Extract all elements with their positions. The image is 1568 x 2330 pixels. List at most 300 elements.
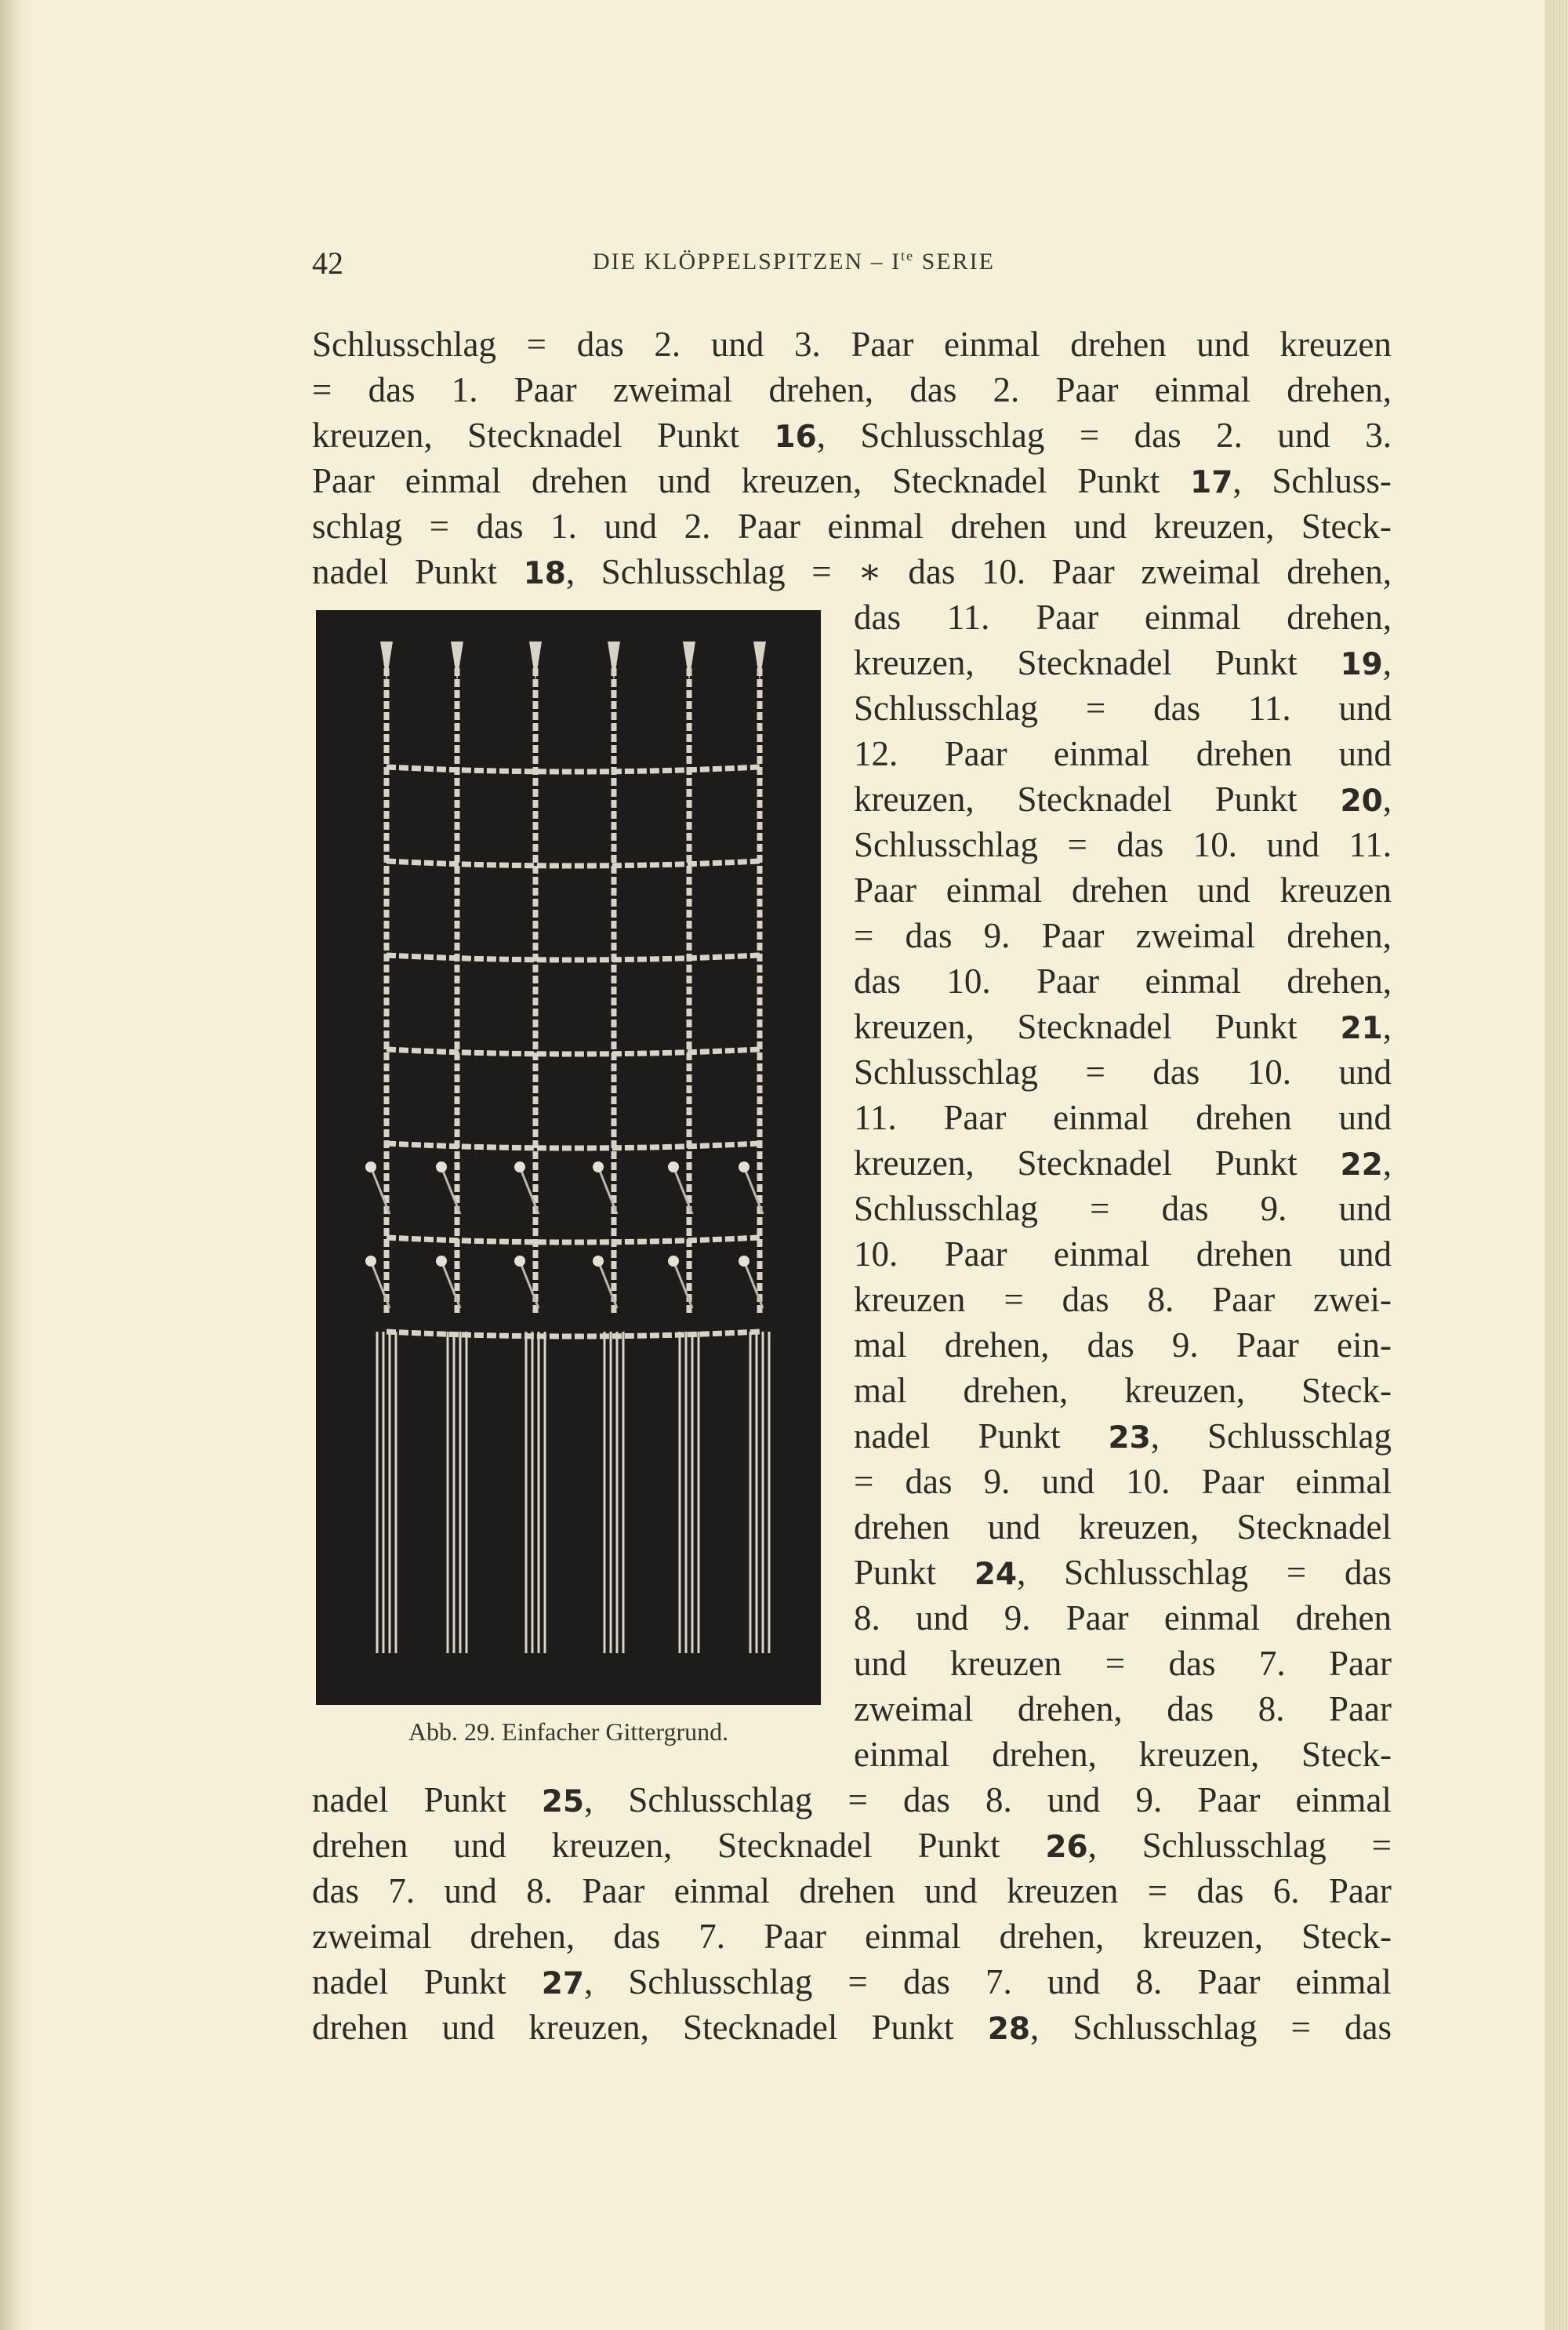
word: mal <box>854 1325 907 1365</box>
text-line <box>854 1413 1392 1459</box>
text-line <box>854 1595 1392 1641</box>
word: und <box>1338 689 1392 728</box>
word: zweimal <box>854 1689 974 1728</box>
word: = <box>1290 2008 1311 2047</box>
word: = <box>811 552 832 591</box>
text-line <box>854 594 1392 640</box>
word: Stecknadel <box>1017 1143 1172 1183</box>
text-line <box>312 1914 1392 1959</box>
word: = <box>1286 1553 1307 1592</box>
word: Punkt <box>978 1416 1061 1456</box>
word: und <box>1073 507 1127 546</box>
word: = <box>1090 1189 1110 1228</box>
word: und <box>1338 1052 1392 1092</box>
text-line <box>854 776 1392 822</box>
word: drehen, <box>1287 370 1392 409</box>
word: = <box>429 507 449 546</box>
word: = <box>1105 1644 1126 1683</box>
word: drehen, <box>1287 961 1392 1001</box>
word: Paar <box>1212 1280 1276 1319</box>
body-text-bottom <box>312 1777 1392 2050</box>
word: 17, <box>1190 461 1242 500</box>
text-line <box>854 958 1392 1004</box>
word: Stecknadel <box>1017 1007 1172 1046</box>
word: drehen, <box>999 1917 1105 1956</box>
text-line <box>854 1322 1392 1368</box>
word: Steck- <box>1301 1917 1392 1956</box>
word: zweimal <box>1135 916 1256 955</box>
word: kreuzen, <box>1153 507 1275 546</box>
word: das <box>1116 825 1164 864</box>
text-line <box>854 1095 1392 1140</box>
word: Schlusschlag <box>628 1780 813 1819</box>
word: das <box>905 916 953 955</box>
word: Paar <box>944 1234 1007 1274</box>
word: Stecknadel <box>717 1826 873 1865</box>
twisted-thread-horizontal <box>387 1238 760 1242</box>
word: 8. <box>1135 1962 1163 2001</box>
word: und <box>1041 1462 1094 1501</box>
text-line <box>854 1550 1392 1595</box>
word: Schlusschlag <box>628 1962 813 2001</box>
word: das <box>854 598 901 637</box>
word: und <box>1338 1189 1392 1228</box>
word: einmal <box>1154 370 1251 409</box>
word: Paar <box>764 1917 827 1956</box>
pin-head <box>593 1161 604 1172</box>
word: Stecknadel <box>1017 643 1172 682</box>
word: drehen <box>1196 1234 1293 1274</box>
word: drehen <box>799 1871 895 1910</box>
word: 7. <box>699 1917 726 1956</box>
word: Schluss- <box>1272 461 1392 500</box>
word: Paar <box>514 370 577 409</box>
word: Paar <box>1201 1462 1265 1501</box>
thread-knot <box>608 642 620 681</box>
word: Paar <box>1041 916 1105 955</box>
word: mal <box>854 1371 907 1410</box>
word: kreuzen, <box>1142 1917 1263 1956</box>
word: drehen, <box>944 1325 1050 1365</box>
text-line <box>312 1823 1392 1868</box>
pin-head <box>365 1161 376 1172</box>
word: = <box>848 1962 868 2001</box>
word: 6. <box>1272 1871 1300 1910</box>
word: einmal <box>673 1871 771 1910</box>
pin-head <box>365 1256 376 1267</box>
word: Steck- <box>1301 1735 1392 1774</box>
word: Schlusschlag <box>1142 1826 1327 1865</box>
word: Punkt <box>423 1780 506 1819</box>
word: das <box>1134 416 1181 455</box>
word: zwei- <box>1313 1280 1392 1319</box>
word: drehen <box>1295 1598 1392 1638</box>
word: das <box>1168 1644 1216 1683</box>
text-line <box>854 1732 1392 1777</box>
text-line <box>312 1777 1392 1823</box>
word: und <box>1047 1962 1101 2001</box>
word: 8. <box>526 1871 553 1910</box>
word: 9. <box>1004 1598 1031 1638</box>
word: drehen, <box>1287 552 1392 591</box>
word: drehen <box>854 1507 950 1547</box>
text-line <box>854 867 1392 913</box>
word: Schlusschlag <box>312 325 496 364</box>
word: 9. <box>983 916 1011 955</box>
text-line <box>854 1140 1392 1186</box>
word: kreuzen, <box>551 1826 673 1865</box>
word: Steck- <box>1301 507 1392 546</box>
word: einmal <box>1145 961 1241 1001</box>
word: zweimal <box>1141 552 1261 591</box>
word: drehen, <box>1287 916 1392 955</box>
point-number: 25 <box>541 1784 584 1819</box>
word: und <box>710 325 764 364</box>
word: drehen <box>532 461 628 500</box>
text-line <box>312 413 1392 458</box>
word: und <box>604 507 657 546</box>
word: kreuzen <box>1279 325 1392 364</box>
word: und <box>1338 1098 1392 1137</box>
word: und <box>854 1644 907 1683</box>
text-line <box>312 1959 1392 2005</box>
word: Paar <box>851 325 914 364</box>
word: zweimal <box>612 370 733 409</box>
word: kreuzen, <box>312 416 433 455</box>
word: das <box>1344 2008 1392 2047</box>
word: Paar <box>943 1098 1007 1137</box>
word: 23, <box>1108 1416 1160 1456</box>
thread-knot <box>380 642 393 681</box>
word: und <box>924 1871 978 1910</box>
word: das <box>312 1871 359 1910</box>
word: 22, <box>1340 1143 1392 1183</box>
pin-head <box>514 1256 525 1267</box>
word: 2. <box>1216 416 1243 455</box>
word: schlag <box>312 507 402 546</box>
text-line <box>312 322 1392 367</box>
word: = <box>1004 1280 1024 1319</box>
word: kreuzen, <box>1138 1735 1260 1774</box>
word: 25, <box>541 1780 593 1819</box>
text-line <box>312 503 1392 549</box>
word: drehen, <box>1287 598 1392 637</box>
word: Schlusschlag <box>1064 1553 1249 1592</box>
word: Steck- <box>1301 1371 1392 1410</box>
word: drehen, <box>768 370 874 409</box>
word: 3. <box>1365 416 1392 455</box>
page-gutter-shadow <box>0 0 31 2330</box>
word: Paar <box>1197 1780 1261 1819</box>
word: einmal <box>1053 1234 1150 1274</box>
word: Paar <box>1329 1689 1392 1728</box>
pin-head <box>593 1256 604 1267</box>
running-title-sup: te <box>901 248 915 264</box>
word: das <box>909 370 957 409</box>
word: kreuzen <box>1279 871 1392 910</box>
word: einmal <box>854 1735 950 1774</box>
word: 8. <box>1147 1280 1174 1319</box>
point-number: 27 <box>541 1966 584 2001</box>
lace-grid-illustration <box>316 610 821 1705</box>
word: drehen <box>312 2008 408 2047</box>
word: = <box>1371 1826 1392 1865</box>
word: 7. <box>1258 1644 1286 1683</box>
word: drehen <box>1196 1098 1292 1137</box>
text-line <box>312 458 1392 503</box>
word: Punkt <box>854 1553 937 1592</box>
word: und <box>1338 1234 1392 1274</box>
word: Paar <box>1236 1325 1299 1365</box>
text-line <box>854 1504 1392 1550</box>
word: drehen <box>1070 325 1167 364</box>
word: 21, <box>1340 1007 1392 1046</box>
word: 27, <box>541 1962 593 2001</box>
point-number: 28 <box>987 2012 1030 2047</box>
word: drehen, <box>992 1735 1097 1774</box>
word: und <box>987 1507 1041 1547</box>
word: 8. <box>985 1780 1012 1819</box>
word: und <box>444 1871 497 1910</box>
text-line <box>312 367 1392 413</box>
point-number: 26 <box>1045 1830 1088 1865</box>
word: 2. <box>684 507 711 546</box>
running-title <box>593 248 995 275</box>
word: Schlusschlag <box>854 1189 1038 1228</box>
word: Paar <box>582 1871 645 1910</box>
word: Paar <box>1328 1871 1392 1910</box>
figure-caption: Abb. 29. Einfacher Gittergrund. <box>408 1718 729 1746</box>
word: Stecknadel <box>1017 780 1172 819</box>
word: Stecknadel <box>467 416 622 455</box>
word: Punkt <box>1077 461 1160 500</box>
pin-head <box>668 1256 679 1267</box>
word: einmal <box>1145 598 1241 637</box>
word: 10. <box>1126 1462 1171 1501</box>
word: kreuzen, <box>1078 1507 1200 1547</box>
word: kreuzen <box>854 1280 966 1319</box>
word: 11. <box>1348 825 1392 864</box>
word: das <box>902 1780 950 1819</box>
word: Punkt <box>1214 780 1298 819</box>
point-number: 17 <box>1190 465 1233 500</box>
thread-knot <box>529 642 542 681</box>
word: = <box>1147 1871 1168 1910</box>
point-number: 18 <box>523 556 566 591</box>
point-number: 19 <box>1340 647 1383 682</box>
word: 20, <box>1340 780 1392 819</box>
word: = <box>1085 1052 1105 1092</box>
word: 1. <box>550 507 577 546</box>
word: das <box>1161 1189 1209 1228</box>
word: 10. <box>854 1234 898 1274</box>
word: drehen <box>1072 871 1168 910</box>
word: ein- <box>1336 1325 1392 1365</box>
point-number: 22 <box>1340 1147 1383 1183</box>
word: Punkt <box>415 552 498 591</box>
word: Stecknadel <box>1236 1507 1392 1547</box>
word: das <box>1153 689 1201 728</box>
word: Paar <box>312 461 375 500</box>
word: einmal <box>827 507 924 546</box>
word: Punkt <box>871 2008 954 2047</box>
word: 10. <box>1247 1052 1292 1092</box>
word: das <box>576 325 624 364</box>
word: kreuzen, <box>854 643 975 682</box>
word: Paar <box>1055 370 1119 409</box>
word: 7. <box>985 1962 1012 2001</box>
word: das <box>1087 1325 1134 1365</box>
word: nadel <box>312 1780 389 1819</box>
word: = <box>526 325 547 364</box>
word: Paar <box>1036 961 1100 1001</box>
word: 7. <box>388 1871 416 1910</box>
text-line <box>312 1868 1392 1914</box>
word: das <box>368 370 416 409</box>
word: Schlusschlag <box>1207 1416 1392 1456</box>
word: 11. <box>854 1098 897 1137</box>
word: = <box>1067 825 1087 864</box>
word: drehen, <box>470 1917 575 1956</box>
word: Stecknadel <box>682 2008 838 2047</box>
lace-figure-image <box>316 610 821 1705</box>
word: 9. <box>1260 1189 1287 1228</box>
word: das <box>613 1917 661 1956</box>
word: drehen <box>312 1826 408 1865</box>
word: Paar <box>1065 1598 1129 1638</box>
twisted-thread-horizontal <box>387 955 760 960</box>
body-text-top <box>312 322 1392 594</box>
word: 10. <box>981 552 1026 591</box>
word: 18, <box>523 552 575 591</box>
text-line <box>854 1049 1392 1095</box>
thread-knot <box>683 642 695 681</box>
word: Schlusschlag <box>854 825 1038 864</box>
word: Schlusschlag <box>854 689 1038 728</box>
word: Paar <box>1197 1962 1261 2001</box>
word: 8. <box>854 1598 880 1638</box>
word: kreuzen, <box>1124 1371 1245 1410</box>
page-edge-stack <box>1544 0 1568 2330</box>
running-title-text: DIE KLÖPPELSPITZEN – I <box>593 249 902 274</box>
word: 11. <box>946 598 990 637</box>
word: das <box>1345 1553 1392 1592</box>
pin-head <box>436 1256 447 1267</box>
word: einmal <box>944 325 1040 364</box>
word: 2. <box>654 325 681 364</box>
word: = <box>1079 416 1100 455</box>
word: 9. <box>1171 1325 1199 1365</box>
word: kreuzen, <box>528 2008 649 2047</box>
text-line <box>854 1686 1392 1732</box>
word: Paar <box>737 507 800 546</box>
word: drehen <box>1196 734 1293 773</box>
word: das <box>1062 1280 1109 1319</box>
word: einmal <box>1163 1598 1261 1638</box>
text-line <box>854 822 1392 867</box>
point-number: 21 <box>1340 1011 1383 1046</box>
word: und <box>1266 825 1319 864</box>
word: einmal <box>946 871 1043 910</box>
word: 3. <box>793 325 821 364</box>
word: einmal <box>1295 1462 1392 1501</box>
word: kreuzen <box>949 1644 1062 1683</box>
word: Punkt <box>1214 643 1298 682</box>
word: das <box>854 961 901 1001</box>
text-line <box>854 685 1392 731</box>
word: einmal <box>1053 1098 1149 1137</box>
word: das <box>902 1962 950 2001</box>
word: kreuzen, <box>741 461 862 500</box>
word: und <box>1196 325 1250 364</box>
body-text-right-column <box>854 594 1392 1777</box>
word: einmal <box>405 461 502 500</box>
word: nadel <box>312 552 389 591</box>
word: kreuzen <box>1007 1871 1119 1910</box>
word: einmal <box>1295 1962 1392 2001</box>
text-line <box>854 1004 1392 1049</box>
twisted-thread-horizontal <box>387 1332 760 1336</box>
word: Paar <box>1051 552 1115 591</box>
text-line <box>854 1186 1392 1231</box>
word: 8. <box>1258 1689 1285 1728</box>
word: 11. <box>1248 689 1291 728</box>
word: und <box>1338 734 1392 773</box>
word: kreuzen, <box>854 1007 975 1046</box>
pin-head <box>668 1161 679 1172</box>
word: 12. <box>854 734 898 773</box>
word: und <box>453 1826 506 1865</box>
word: 10. <box>946 961 991 1001</box>
word: = <box>312 370 332 409</box>
word: das <box>476 507 524 546</box>
word: Schlusschlag <box>860 416 1045 455</box>
word: Paar <box>1036 598 1099 637</box>
word: nadel <box>854 1416 931 1456</box>
word: Paar <box>1329 1644 1392 1683</box>
point-number: 24 <box>974 1557 1018 1592</box>
word: kreuzen, <box>854 780 975 819</box>
text-line <box>854 1368 1392 1413</box>
twisted-thread-horizontal <box>387 767 760 772</box>
running-title-end: SERIE <box>914 249 995 274</box>
word: das <box>905 1462 953 1501</box>
word: zweimal <box>312 1917 432 1956</box>
text-line <box>854 1277 1392 1322</box>
text-line <box>312 549 1392 594</box>
word: 9. <box>983 1462 1011 1501</box>
point-number: 20 <box>1340 783 1383 819</box>
thread-knot <box>753 642 766 681</box>
word: und <box>1047 1780 1101 1819</box>
word: das <box>908 552 956 591</box>
word: 26, <box>1045 1826 1097 1865</box>
twisted-thread-horizontal <box>387 1143 760 1148</box>
text-line <box>854 1459 1392 1504</box>
text-line <box>854 913 1392 958</box>
pin-head <box>514 1161 525 1172</box>
word: drehen <box>950 507 1047 546</box>
word: das <box>1196 1871 1244 1910</box>
word: Punkt <box>1214 1143 1298 1183</box>
word: 16, <box>774 416 826 455</box>
page-number: 42 <box>312 245 343 281</box>
word: 19, <box>1340 643 1392 682</box>
word: 1. <box>451 370 478 409</box>
word: drehen, <box>963 1371 1069 1410</box>
word: Schlusschlag <box>1073 2008 1258 2047</box>
pin-head <box>739 1256 750 1267</box>
